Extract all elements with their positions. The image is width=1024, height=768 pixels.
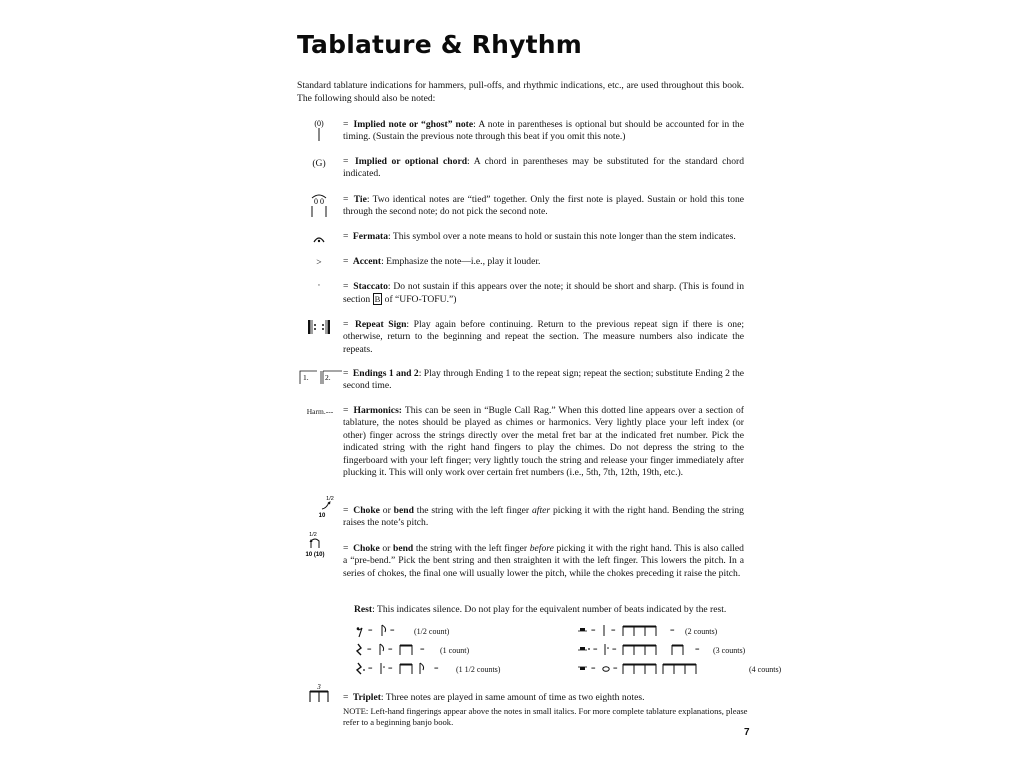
triplet-symbol	[297, 683, 341, 705]
rest-text: : This indicates silence. Do not play for the equivalent number of beats indicated by the rest.	[372, 604, 727, 615]
rest-count-one-half: (1 1/2 counts)	[456, 664, 501, 674]
choke-after-symbol	[297, 493, 341, 519]
ghost-note-text: : A note in parentheses is optional but should be accounted for in the timing. (Sustain the previous note through this beat if you omit this note.)	[343, 119, 744, 143]
svg-text:=: =	[388, 664, 393, 673]
choke-before-frets: 10 (10)	[305, 552, 325, 558]
repeat-sign-term: Repeat Sign	[354, 319, 407, 330]
choke-before-text-a: the string with the left finger	[413, 543, 530, 554]
triplet-text: : Three notes are played in same amount of time as two eighth notes.	[380, 692, 645, 703]
repeat-sign-icon	[306, 318, 332, 336]
equals-sign: =	[343, 319, 349, 330]
choke-before-term: Choke	[353, 543, 380, 554]
optional-chord-symbol	[297, 150, 341, 176]
equals-sign: =	[343, 505, 349, 516]
optional-chord-symbol-label: (G)	[312, 157, 326, 169]
staccato-text-before: : Do not sustain if this appears over the note; it should be short and sharp. (This is found in section	[343, 281, 744, 306]
triplet-description	[343, 692, 744, 704]
triplet-term: Triplet	[352, 692, 381, 703]
tie-term: Tie	[353, 194, 367, 205]
equals-sign: =	[343, 543, 349, 554]
choke-after-term: Choke	[353, 505, 380, 516]
ghost-note-description	[343, 119, 744, 144]
fermata-description	[343, 231, 744, 243]
fermata-icon	[311, 233, 327, 245]
tie-symbol	[297, 192, 341, 218]
rest-count-one: (1 count)	[440, 645, 470, 655]
rest-count-three: (3 counts)	[713, 645, 746, 655]
ghost-note-term: Implied note or “ghost” note	[353, 119, 474, 130]
choke-before-text-b: picking it with the right hand. This is also called a “pre-bend.” Pick the bent string and then straighten it with the left finger. This lowers the pitch. In a series of chokes, the final one will usually lower the pitch, while the chokes preceding it raise the pitch.	[343, 543, 744, 579]
svg-text:=: =	[390, 626, 395, 635]
staccato-symbol	[297, 272, 341, 298]
choke-before-term-bend: bend	[392, 543, 414, 554]
ghost-note-symbol	[297, 117, 341, 143]
page-number: 7	[744, 727, 750, 738]
equals-sign: =	[343, 281, 349, 292]
staccato-symbol-label: ·	[317, 279, 321, 291]
choke-after-term-bend: bend	[393, 505, 414, 516]
quarter-rest-equation	[354, 642, 436, 658]
repeat-sign-symbol	[297, 314, 341, 340]
rest-count-four: (4 counts)	[749, 664, 782, 674]
endings-symbol	[297, 363, 343, 389]
equals-sign: =	[343, 194, 349, 205]
rest-row-half	[354, 623, 449, 639]
choke-after-italic: after	[531, 505, 551, 516]
choke-after-amount: 1/2	[326, 496, 334, 502]
svg-text:=: =	[388, 645, 393, 654]
choke-after-description	[343, 505, 744, 530]
staccato-description	[343, 281, 744, 307]
ghost-note-symbol-label: (0)	[314, 119, 324, 128]
svg-text:=: =	[613, 664, 618, 673]
triplet-icon	[304, 683, 334, 705]
accent-text: : Emphasize the note—i.e., play it louder.	[381, 256, 541, 267]
harmonics-text: This can be seen in “Bugle Call Rag.” When this dotted line appears over a section of tablature, the notes should be played as chimes or harmonics. Very lightly place your left index (or other) finger across the strings directly over the metal fret bar at the indicated fret number. Pick the indicated string with the right hand fingers to play the chimes. Do not depress the string to the fingerboard with your left finger; very lightly touch the string and release your finger immediately after plucking it. This will only work over certain fret numbers (i.e., 5th, 7th, 12th, 19th, etc.).	[343, 405, 744, 479]
endings-text: : Play through Ending 1 to the repeat sign; repeat the section; substitute Ending 2 the second time.	[343, 368, 745, 392]
optional-chord-text: : A chord in parentheses may be substituted for the standard chord indicated.	[343, 156, 744, 180]
accent-symbol-label: >	[316, 256, 322, 268]
svg-text:=: =	[368, 664, 373, 673]
section-box-label: B	[374, 294, 381, 305]
equals-sign: =	[343, 119, 349, 130]
rest-row-four	[577, 661, 781, 677]
svg-text:=: =	[593, 645, 598, 654]
svg-text:=: =	[611, 626, 616, 635]
choke-before-symbol	[297, 530, 341, 558]
equals-sign: =	[343, 405, 349, 416]
svg-text:=: =	[367, 645, 372, 654]
equals-sign: =	[343, 368, 349, 379]
endings-term: Endings 1 and 2	[352, 368, 419, 379]
choke-before-or: or	[379, 543, 393, 554]
ending-two-label: 2.	[325, 373, 331, 382]
equals-sign: =	[343, 156, 349, 167]
equals-sign: =	[343, 231, 349, 242]
rest-count-half: (1/2 count)	[414, 626, 450, 636]
dotted-half-rest-equation	[577, 642, 709, 658]
repeat-sign-description	[343, 319, 744, 356]
optional-chord-term: Implied or optional chord	[354, 156, 468, 167]
svg-text:=: =	[420, 645, 425, 654]
tie-text: : Two identical notes are “tied” together. Only the first note is played. Sustain or hold this tone through the second note; do not pick the second note.	[343, 194, 744, 218]
choke-before-italic: before	[529, 543, 554, 554]
accent-term: Accent	[352, 256, 382, 267]
svg-text:=: =	[434, 664, 439, 673]
equals-sign: =	[343, 256, 349, 267]
choke-after-text-a: the string with the left finger	[413, 505, 532, 516]
optional-chord-description	[343, 156, 744, 181]
svg-text:=: =	[591, 626, 596, 635]
endings-description	[343, 368, 744, 393]
harmonics-symbol-label: Harm.---	[306, 406, 334, 416]
staccato-text-after: of “UFO-TOFU.”)	[382, 294, 457, 306]
page-title: Tablature & Rhythm	[297, 30, 583, 59]
svg-text:=: =	[695, 645, 700, 654]
accent-description	[343, 256, 744, 268]
rest-term: Rest	[354, 604, 373, 615]
harmonics-term: Harmonics:	[353, 405, 402, 416]
footnote: NOTE: Left-hand fingerings appear above the notes in small italics. For more complete tablature explanations, please refer to a beginning banjo book.	[343, 706, 748, 727]
choke-before-amount: 1/2	[309, 532, 317, 538]
intro-paragraph: Standard tablature indications for hammers, pull-offs, and rhythmic indications, etc., are used throughout this book. The following should also be noted:	[297, 80, 744, 104]
tie-description	[343, 194, 744, 219]
whole-rest-equation	[577, 661, 745, 677]
half-rest-equation	[577, 623, 681, 639]
fermata-term: Fermata	[352, 231, 388, 242]
svg-text:=: =	[670, 626, 675, 635]
fermata-text: : This symbol over a note means to hold or sustain this note longer than the stem indicates.	[388, 231, 736, 242]
harmonics-description	[343, 405, 744, 479]
dotted-quarter-rest-equation	[354, 661, 452, 677]
rest-row-one-half	[354, 661, 500, 677]
svg-text:=: =	[368, 626, 373, 635]
svg-text:=: =	[612, 645, 617, 654]
staccato-term: Staccato	[353, 281, 388, 292]
choke-after-text-b: picking it with the right hand. Bending the string raises the note’s pitch.	[343, 505, 744, 529]
choke-after-fret: 10	[318, 513, 326, 519]
rest-row-one	[354, 642, 469, 658]
choke-after-or: or	[379, 505, 394, 516]
choke-before-description	[343, 543, 744, 580]
ending-one-label: 1.	[303, 373, 309, 382]
svg-text:=: =	[591, 664, 596, 673]
eighth-rest-equation	[354, 623, 410, 639]
equals-sign: =	[343, 692, 349, 703]
repeat-sign-text: : Play again before continuing. Return to the previous repeat sign if there is one; otherwise, return to the beginning and repeat the section. The measure numbers also indicate the repeats.	[343, 319, 745, 355]
rest-row-three	[577, 642, 745, 658]
rest-count-two: (2 counts)	[685, 626, 718, 636]
triplet-number: 3	[317, 683, 321, 691]
harmonics-symbol	[297, 398, 343, 424]
rest-row-two	[577, 623, 717, 639]
rest-description	[354, 604, 744, 616]
tie-symbol-label: 0 0	[314, 197, 324, 206]
